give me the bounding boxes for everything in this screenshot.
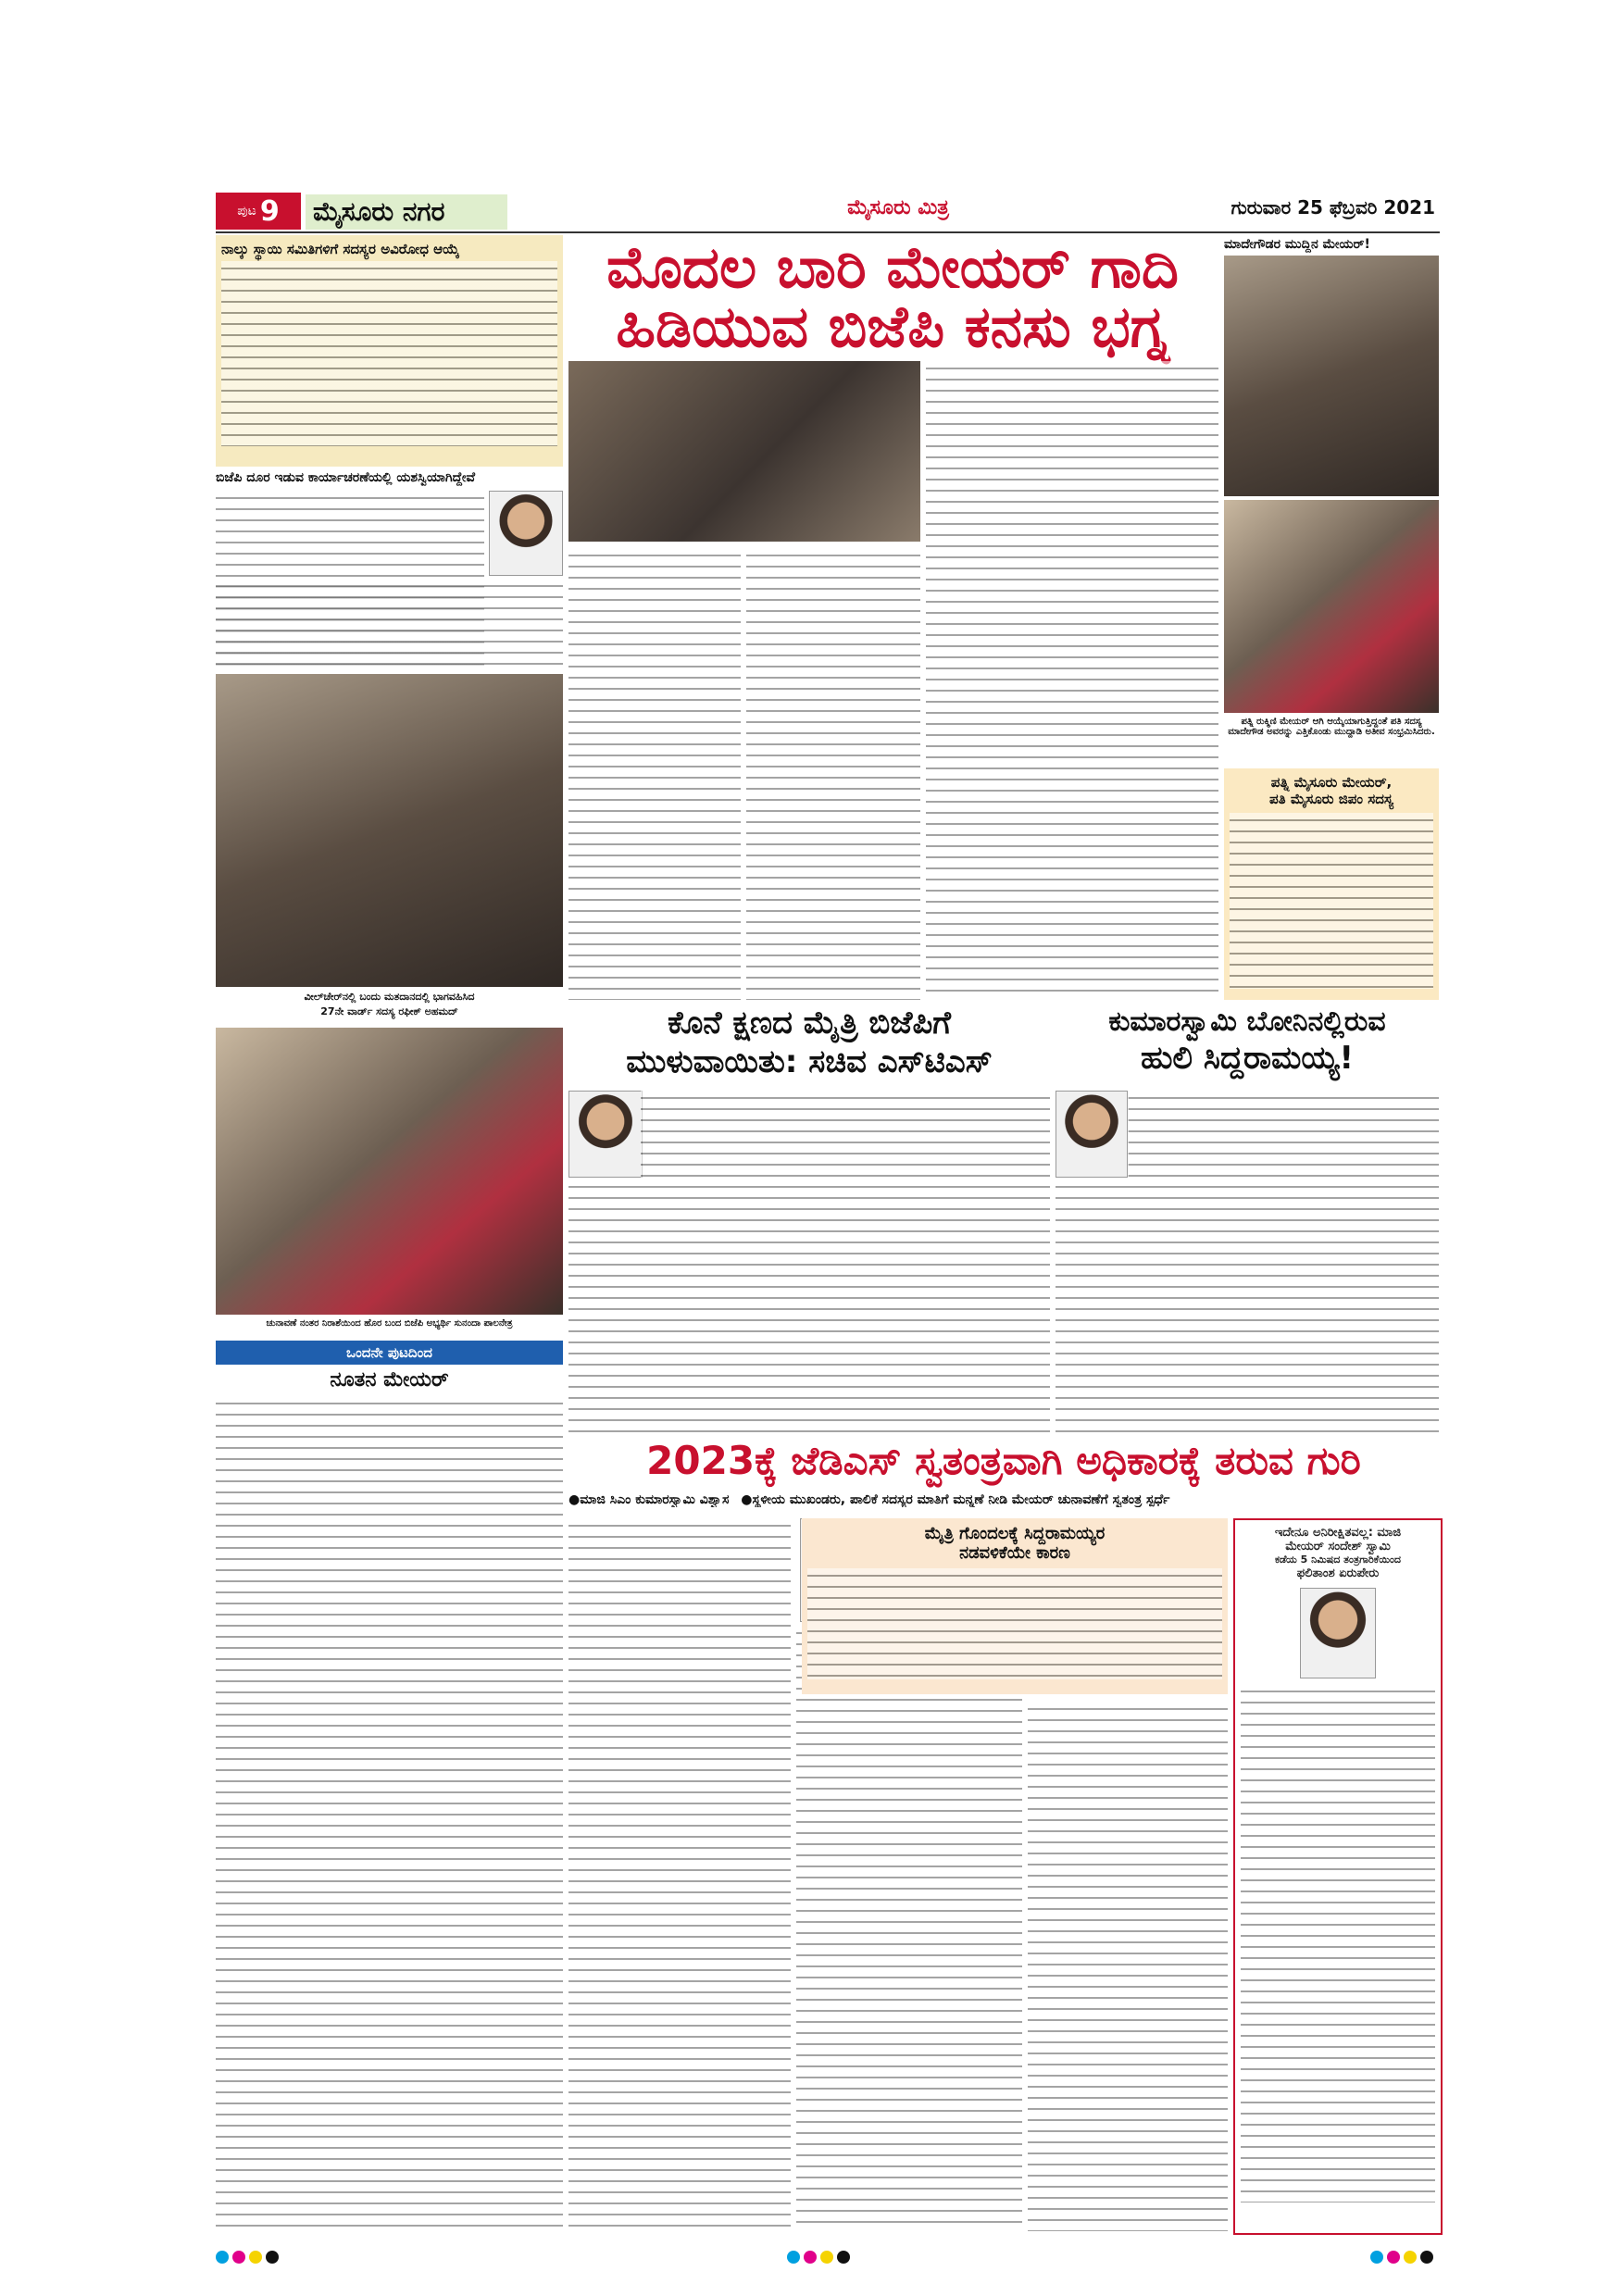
sandesh-text (1241, 1684, 1435, 2202)
jds-banner-headline: 2023ಕ್ಕೆ ಜೆಡಿಎಸ್ ಸ್ವತಂತ್ರವಾಗಿ ಅಧಿಕಾರಕ್ಕೆ ತರುವ ಗುರಿ (646, 1438, 1361, 1483)
sts-text (568, 1091, 1050, 1433)
page-number: 9 (259, 194, 280, 228)
committee-box-heading: ನಾಲ್ಕು ಸ್ಥಾಯಿ ಸಮಿತಿಗಳಿಗೆ ಸದಸ್ಯರ ಅವಿರೋಧ ಆಯ್ಕೆ (221, 241, 460, 257)
candidate-photo (216, 1028, 563, 1315)
mayor-photo-2 (1224, 500, 1439, 713)
page-label: ಪುಟ (237, 204, 256, 218)
section-title: ಮೈಸೂರು ನಗರ (306, 194, 507, 230)
mayor-photo-caption: ಪತ್ನಿ ರುಕ್ಮಿಣಿ ಮೇಯರ್ ಆಗಿ ಆಯ್ಕೆಯಾಗುತ್ತಿದ್ದಂತೆ ಪತಿ ಸದಸ್ಯ ಮಾದೇಗೌಡ ಅವರನ್ನು ಎತ್ತಿಕೊಂಡು ಮುದ್ದಾಡಿ ಅತೀವ ಸಂಭ್ರಮಿಸಿದರು. (1228, 717, 1435, 737)
sandesh-box (1233, 1518, 1443, 2235)
lead-right-text (926, 361, 1218, 1000)
sandesh-heading-4: ಫಲಿತಾಂಶ ಏರುಪೇರು (1296, 1566, 1380, 1580)
spouse-box-heading-2: ಪತಿ ಮೈಸೂರು ಜಿಪಂ ಸದಸ್ಯ (1269, 791, 1393, 807)
candidate-photo-caption: ಚುನಾವಣೆ ನಂತರ ನಿರಾಶೆಯಿಂದ ಹೊರ ಬಂದ ಬಿಜೆಪಿ ಅಭ್ಯರ್ಥಿ ಸುನಂದಾ ಪಾಲನೇತ್ರ (266, 1318, 513, 1329)
alliance-text (807, 1568, 1222, 1679)
page-number-badge (216, 193, 301, 230)
spouse-box-heading-1: ಪತ್ನಿ ಮೈಸೂರು ಮೇಯರ್, (1270, 774, 1393, 791)
spouse-box-text (1230, 813, 1433, 989)
sandesh-heading-1: ಇದೇನೂ ಅನಿರೀಕ್ಷಿತವಲ್ಲ: ಮಾಜಿ (1274, 1526, 1402, 1540)
lead-col1-text (568, 548, 741, 1000)
sandesh-heading-2: ಮೇಯರ್ ಸಂದೇಶ್ ಸ್ವಾಮಿ (1285, 1540, 1391, 1554)
continued-heading: ನೂತನ ಮೇಯರ್ (330, 1368, 449, 1391)
committee-box (216, 235, 563, 467)
jds-col1-text (568, 1518, 791, 2231)
hdk-headline-2: ಹುಲಿ ಸಿದ್ದರಾಮಯ್ಯ! (1141, 1040, 1354, 1077)
sts-headline-1: ಕೊನೆ ಕ್ಷಣದ ಮೈತ್ರಿ ಬಿಜೆಪಿಗೆ (667, 1004, 952, 1042)
committee-box-text (221, 261, 557, 446)
left-article-heading: ಬಿಜೆಪಿ ದೂರ ಇಡುವ ಕಾರ್ಯಾಚರಣೆಯಲ್ಲಿ ಯಶಸ್ವಿಯಾಗಿದ್ದೇವೆ (216, 470, 476, 485)
mayor-photo-1 (1224, 256, 1439, 496)
left-article-text-2 (216, 579, 563, 671)
sandesh-heading-3: ಕಡೆಯ 5 ನಿಮಿಷದ ತಂತ್ರಗಾರಿಕೆಯಿಂದ (1274, 1554, 1401, 1566)
continued-bar: ಒಂದನೇ ಪುಟದಿಂದ (216, 1341, 563, 1365)
hdk-headline-1: ಕುಮಾರಸ್ವಾಮಿ ಬೋನಿನಲ್ಲಿರುವ (1108, 1005, 1386, 1038)
hdk-mugshot (1056, 1091, 1128, 1178)
lead-headline-2: ಹಿಡಿಯುವ ಬಿಜೆಪಿ ಕನಸು ಭಗ್ನ (616, 293, 1169, 360)
lead-col2-text (746, 548, 920, 1000)
spouse-box (1224, 768, 1439, 1000)
wheelchair-photo-caption-2: 27ನೇ ವಾರ್ಡ್ ಸದಸ್ಯ ರಫೀಕ್ ಅಹಮದ್ (320, 1005, 458, 1017)
jds-deck-1: ●ಮಾಜಿ ಸಿಎಂ ಕುಮಾರಸ್ವಾಮಿ ವಿಶ್ವಾಸ (568, 1492, 730, 1507)
alliance-box (802, 1518, 1228, 1694)
lead-headline-1: ಮೊದಲ ಬಾರಿ ಮೇಯರ್ ಗಾದಿ (606, 233, 1179, 301)
alliance-heading-2: ನಡವಳಿಕೆಯೇ ಕಾರಣ (959, 1543, 1070, 1563)
jds-deck-2: ●ಸ್ಥಳೀಯ ಮುಖಂಡರು, ಪಾಲಿಕೆ ಸದಸ್ಯರ ಮಾತಿಗೆ ಮನ್ನಣೆ ನೀಡಿ ಮೇಯರ್ ಚುನಾವಣೆಗೆ ಸ್ವತಂತ್ರ ಸ್ಪರ್ಧೆ (741, 1492, 1170, 1507)
paper-name: ಮೈಸೂರು ಮಿತ್ರ (847, 196, 949, 219)
sts-mugshot (568, 1091, 643, 1178)
jds-banner-deck (568, 1492, 1439, 1507)
continued-text (216, 1396, 563, 2231)
registration-marks-right (1370, 2250, 1437, 2267)
jds-col3-text (1028, 1702, 1228, 2231)
registration-marks-left (216, 2250, 282, 2267)
council-hall-photo (568, 361, 920, 542)
alliance-heading-1: ಮೈತ್ರಿ ಗೊಂದಲಕ್ಕೆ ಸಿದ್ದರಾಮಯ್ಯರ (924, 1524, 1106, 1543)
mayor-kicker: ಮಾದೇಗೌಡರ ಮುದ್ದಿನ ಮೇಯರ್! (1224, 237, 1370, 252)
jds-col2-text (796, 1626, 1022, 2231)
sandesh-mugshot (1300, 1588, 1376, 1678)
registration-marks-center (787, 2250, 854, 2267)
wheelchair-photo (216, 674, 563, 987)
left-article-mugshot (489, 491, 563, 576)
sts-headline-2: ಮುಳುವಾಯಿತು: ಸಚಿವ ಎಸ್‌ಟಿಎಸ್ (626, 1043, 993, 1080)
wheelchair-photo-caption: ವೀಲ್‌ಚೇರ್‌ನಲ್ಲಿ ಬಂದು ಮತದಾನದಲ್ಲಿ ಭಾಗವಹಿಸಿದ (304, 991, 475, 1003)
issue-date: ಗುರುವಾರ 25 ಫೆಬ್ರವರಿ 2021 (1230, 196, 1435, 218)
